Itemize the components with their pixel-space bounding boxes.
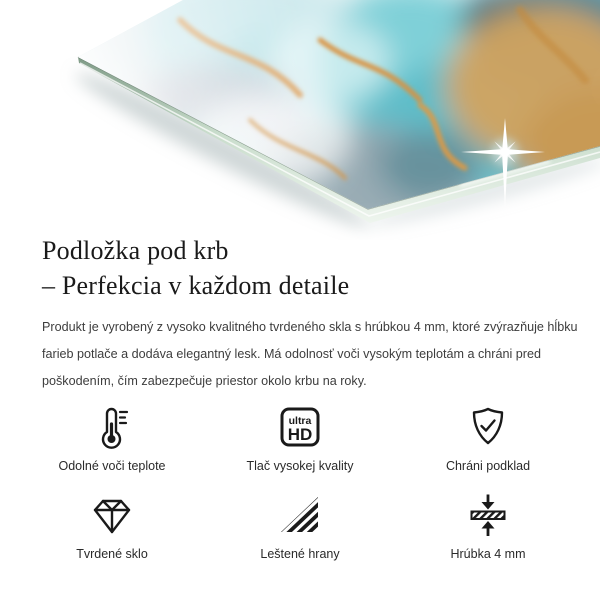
ultra-text: ultra (288, 415, 312, 427)
feature-polished-edges (206, 484, 394, 562)
description-line: poškodením, čím zabezpečuje priestor okolo krbu na roky. (42, 374, 367, 388)
features-grid (18, 396, 582, 562)
feature-thickness (394, 484, 582, 562)
product-description (42, 314, 582, 395)
feature-label: Chráni podklad (445, 459, 531, 473)
product-photo (0, 0, 600, 240)
hd-text: HD (287, 425, 313, 444)
feature-label: Tvrdené sklo (76, 547, 148, 561)
polished-edges-icon (276, 492, 324, 538)
thermometer-icon (88, 404, 136, 450)
feature-label: Hrúbka 4 mm (450, 547, 526, 561)
page-title (42, 233, 582, 303)
feature-label: Odolné voči teplote (58, 459, 166, 473)
feature-print-quality (206, 396, 394, 474)
ultra-hd-icon (276, 404, 324, 450)
description-line: Produkt je vyrobený z vysoko kvalitného tvrdeného skla s hrúbkou 4 mm, ktoré zvýrazňuje hĺbku (42, 320, 578, 334)
feature-label: Tlač vysokej kvality (246, 459, 354, 473)
feature-tempered-glass (18, 484, 206, 562)
title-line-2: – Perfekcia v každom detaile (42, 271, 350, 300)
text-content (42, 233, 582, 395)
feature-protects-surface (394, 396, 582, 474)
feature-label: Leštené hrany (260, 547, 340, 561)
description-line: farieb potlače a dodáva elegantný lesk. Má odolnosť voči vysokým teplotám a chráni pred (42, 347, 541, 361)
title-line-1: Podložka pod krb (42, 236, 229, 265)
thickness-icon (464, 492, 512, 538)
feature-heat-resistant (18, 396, 206, 474)
shield-check-icon (464, 404, 512, 450)
product-image (0, 0, 600, 240)
diamond-icon (88, 492, 136, 538)
